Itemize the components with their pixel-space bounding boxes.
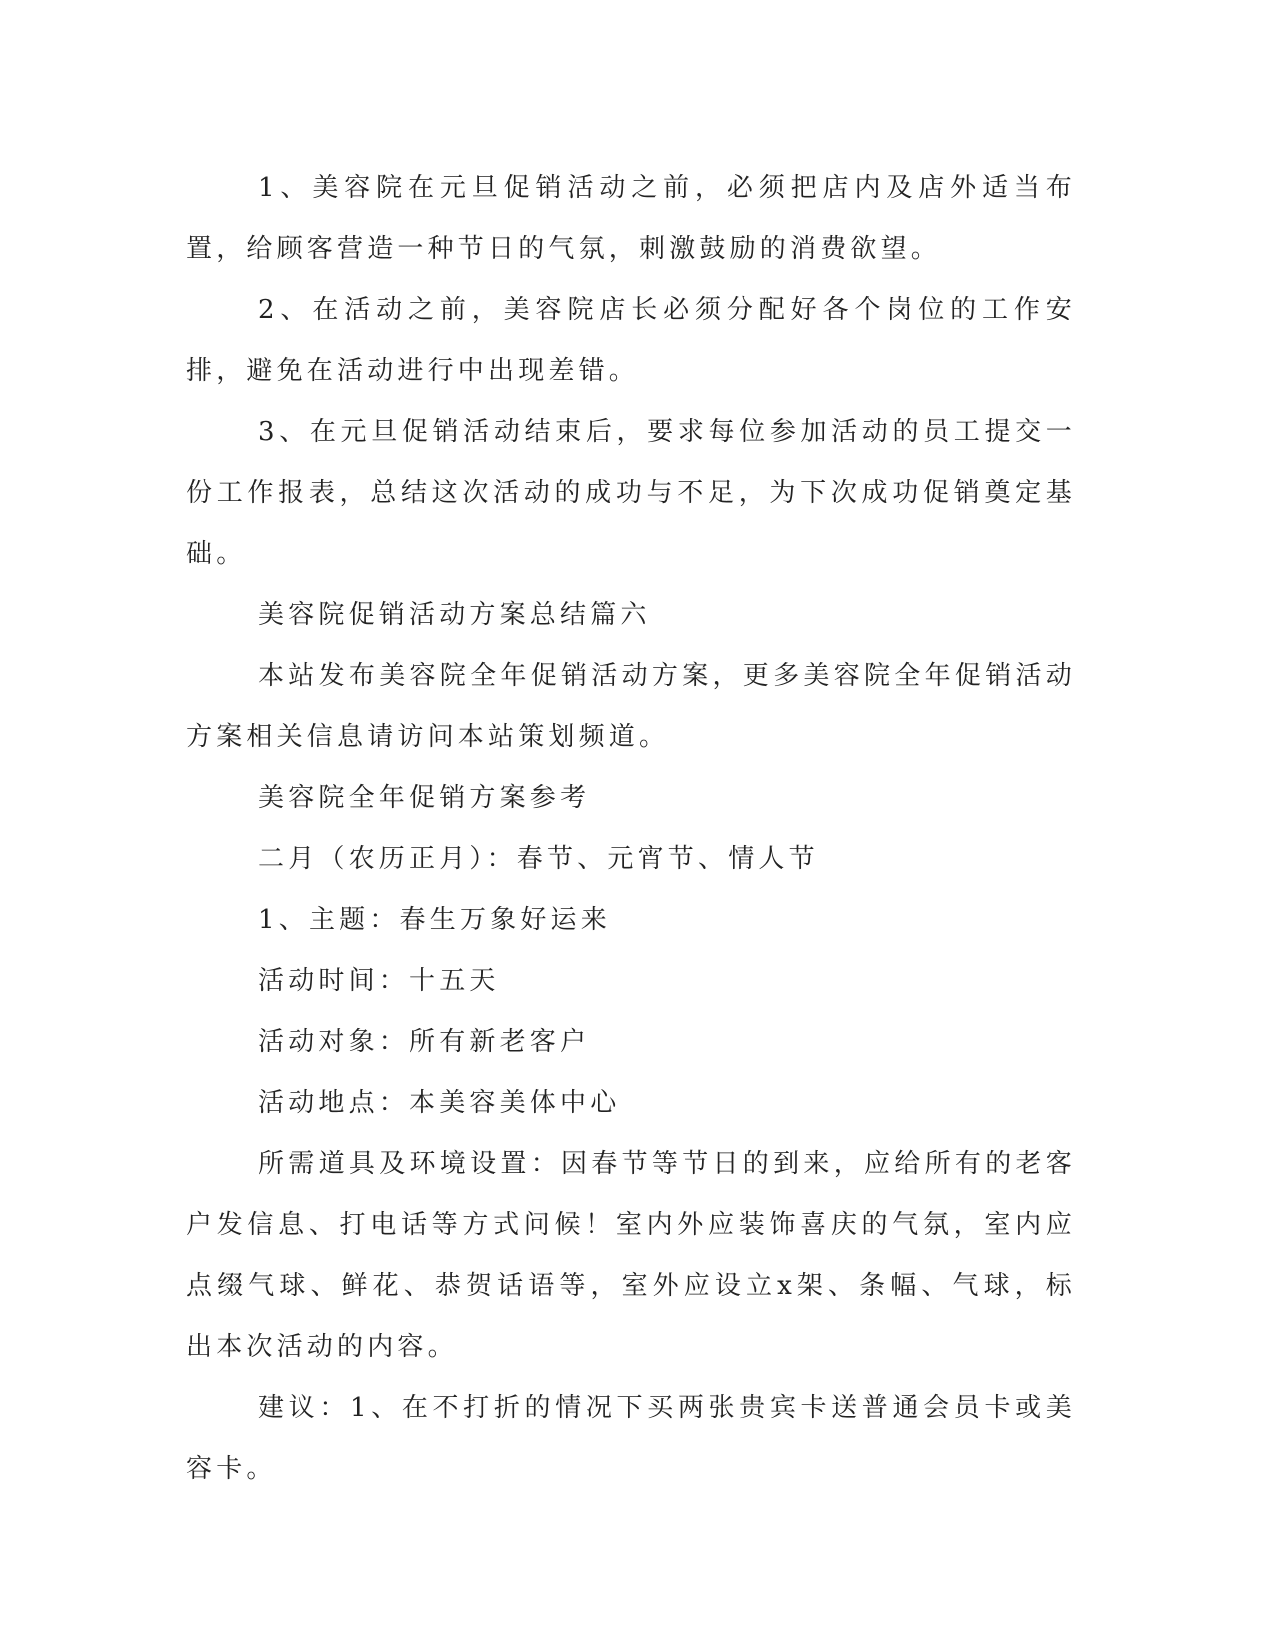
paragraph-site-notice: 本站发布美容院全年促销活动方案，更多美容院全年促销活动方案相关信息请访问本站策划频道。 [186,661,1076,752]
item-location: 活动地点：本美容美体中心 [258,1088,621,1118]
document-body [186,158,1076,1500]
section-heading: 美容院促销活动方案总结篇六 [258,600,651,630]
paragraph-props-setup: 所需道具及环境设置：因春节等节日的到来，应给所有的老客户发信息、打电话等方式问候！室内外应装饰喜庆的气氛，室内应点缀气球、鲜花、恭贺话语等，室外应设立x架、条幅、气球，标出本次活动的内容。 [186,1149,1076,1362]
item-theme: 1、主题：春生万象好运来 [258,905,611,935]
item-duration: 活动时间：十五天 [258,966,500,996]
paragraph-staff-arrangement: 2、在活动之前，美容院店长必须分配好各个岗位的工作安排，避免在活动进行中出现差错。 [186,295,1076,386]
subheading-february: 二月（农历正月）：春节、元宵节、情人节 [258,844,819,874]
item-audience: 活动对象：所有新老客户 [258,1027,591,1057]
paragraph-suggestion: 建议：1、在不打折的情况下买两张贵宾卡送普通会员卡或美容卡。 [186,1393,1076,1484]
subheading-annual-plan: 美容院全年促销方案参考 [258,783,591,813]
paragraph-report: 3、在元旦促销活动结束后，要求每位参加活动的员工提交一份工作报表，总结这次活动的成功与不足，为下次成功促销奠定基础。 [186,417,1076,569]
paragraph-preparation: 1、美容院在元旦促销活动之前，必须把店内及店外适当布置，给顾客营造一种节日的气氛，刺激鼓励的消费欲望。 [186,173,1076,264]
